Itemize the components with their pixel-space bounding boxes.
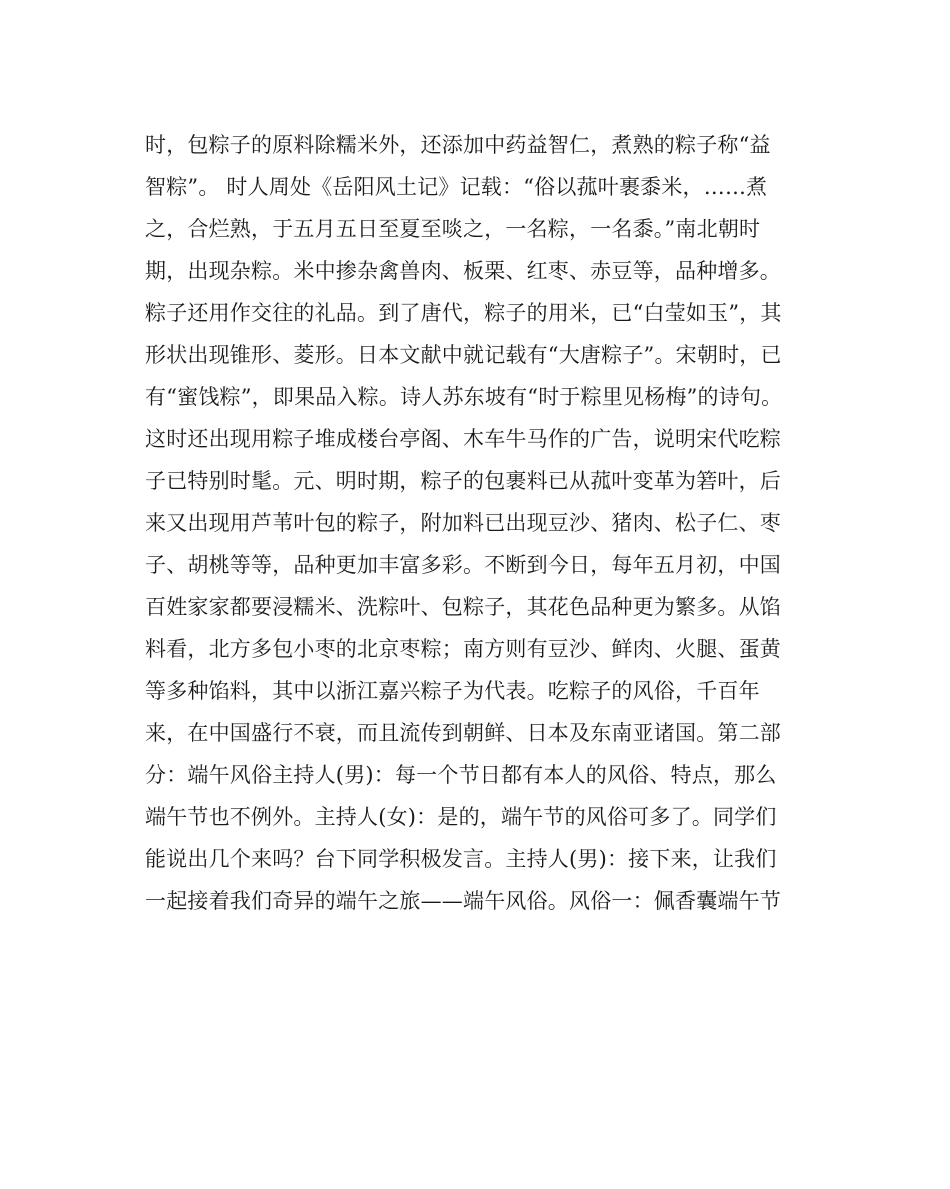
text-line: 分：端午风俗主持人(男)：每一个节日都有本人的风俗、特点，那么 bbox=[145, 763, 777, 787]
text-line: 来，在中国盛行不衰，而且流传到朝鲜、日本及东南亚诸国。第二部 bbox=[145, 721, 781, 745]
text-line: 等多种馅料，其中以浙江嘉兴粽子为代表。吃粽子的风俗，千百年 bbox=[145, 679, 760, 703]
text-line: 能说出几个来吗？台下同学积极发言。主持人(男)：接下来，让我们 bbox=[145, 847, 777, 871]
text-line: 子已特别时髦。元、明时期，粽子的包裹料已从菰叶变革为箬叶，后 bbox=[145, 469, 781, 493]
text-line: 形状出现锥形、菱形。日本文献中就记载有“大唐粽子”。宋朝时，已 bbox=[145, 343, 782, 367]
text-line: 这时还出现用粽子堆成楼台亭阁、木车牛马作的广告，说明宋代吃粽 bbox=[145, 427, 781, 451]
text-line: 一起接着我们奇异的端午之旅——端午风俗。风俗一：佩香囊端午节 bbox=[145, 889, 781, 913]
text-line: 有“蜜饯粽”，即果品入粽。诗人苏东坡有“时于粽里见杨梅”的诗句。 bbox=[145, 385, 783, 409]
text-line: 智粽”。 时人周处《岳阳风土记》记载：“俗以菰叶裹黍米，……煮 bbox=[145, 175, 768, 199]
text-line: 时，包粽子的原料除糯米外，还添加中药益智仁，煮熟的粽子称“益 bbox=[145, 133, 771, 157]
body-text bbox=[145, 124, 805, 922]
text-line: 粽子还用作交往的礼品。到了唐代，粽子的用米，已“白莹如玉”，其 bbox=[145, 301, 782, 325]
text-line: 端午节也不例外。主持人(女)：是的，端午节的风俗可多了。同学们 bbox=[145, 805, 777, 829]
text-line: 料看，北方多包小枣的北京枣粽；南方则有豆沙、鲜肉、火腿、蛋黄 bbox=[145, 637, 781, 661]
text-line: 来又出现用芦苇叶包的粽子，附加料已出现豆沙、猪肉、松子仁、枣 bbox=[145, 511, 781, 535]
text-line: 期，出现杂粽。米中掺杂禽兽肉、板栗、红枣、赤豆等，品种增多。 bbox=[145, 259, 781, 283]
text-line: 子、胡桃等等，品种更加丰富多彩。不断到今日，每年五月初，中国 bbox=[145, 553, 781, 577]
text-line: 之，合烂熟，于五月五日至夏至啖之，一名粽，一名黍。”南北朝时 bbox=[145, 217, 761, 241]
text-line: 百姓家家都要浸糯米、洗粽叶、包粽子，其花色品种更为繁多。从馅 bbox=[145, 595, 781, 619]
